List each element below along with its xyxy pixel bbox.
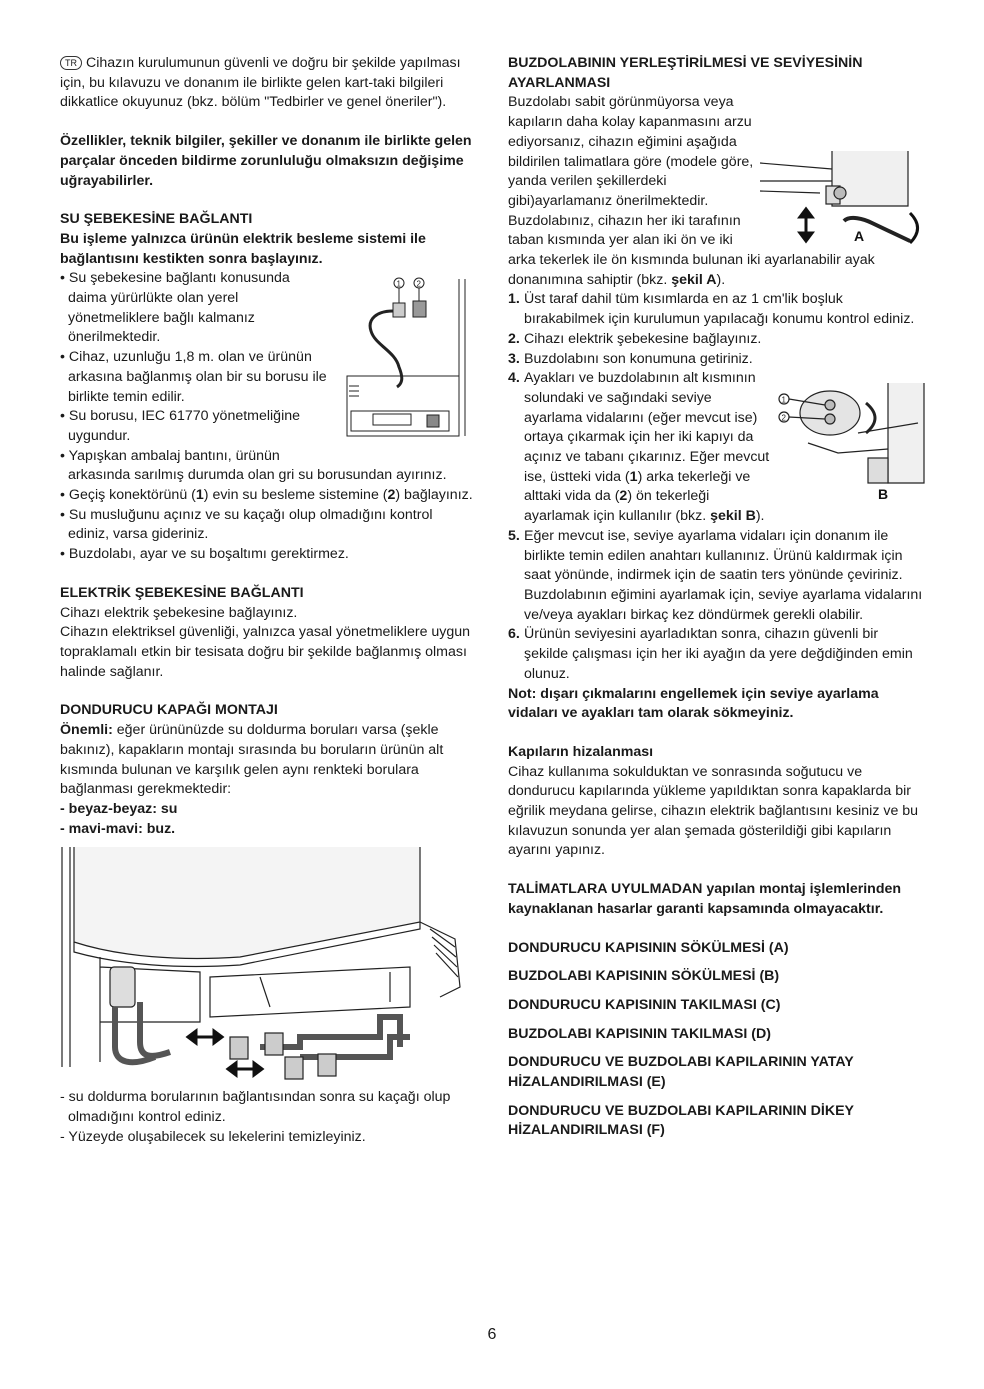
water-connection-title: SU ŞEBEKESİNE BAĞLANTI [60,211,253,228]
fig-label-1: 1 [396,279,401,289]
doors-alignment-text: Cihaz kullanıma sokulduktan ve sonrasında soğutucu ve dondurucu kapılarında yükleme yapıldıktan sonra kapaklarda bir eğrilik meydana gelirse, cihazın elektrik bağlantısını kesiniz ve bu kılavuzun sonunda yer alan şemada gösterildiği gibi kapıların ayarını yapınız. [508,763,919,859]
section-list [508,939,926,1142]
section-heading: DONDURUCU VE BUZDOLABI KAPILARININ DİKEY HİZALANDIRILMASI (F) [508,1102,854,1139]
section-heading: DONDURUCU KAPISININ TAKILMASI (C) [508,996,781,1013]
section-heading: BUZDOLABI KAPISININ SÖKÜLMESİ (B) [508,968,780,985]
right-column [508,54,926,1150]
doors-alignment-title: Kapıların hizalanması [508,743,654,760]
freezer-cover-important: Önemli: eğer ürününüzde su doldurma boruları varsa (şekle bakınız), kapakların montajı sırasında bu boruların ürünün alt kısmında bulunan ve karşılık gelen aynı renkteki borulara bağlanması gerekmektedir: [60,722,444,798]
leveling-figure-a [760,151,926,247]
intro-paragraph: TR Cihazın kurulumunun güvenli ve doğru bir şekilde yapılması için, bu kılavuzu ve donanım ile birlikte gelen kart-taki bilgileri dikkatlice okuyunuz (bkz. bölüm "Tedbirler ve genel öneriler"). [60,55,461,111]
leveling-steps [508,290,926,684]
list-item: 1 2 B 4. Ayakları ve buzdolabının alt kısmının solundaki ve sağındaki seviye ayarlama vidalarını (eğer mevcut ise) ortaya çıkarmak için her iki kapıyı da açınız ve tabanı çıkarınız. Eğer mevcut ise, üstteki vida (1) arka tekerleği ve alttaki vida da (2) ön tekerleği ayarlamak için kullanılır (bkz. şekil B). [508,369,926,527]
figure-b-label: B [878,486,889,502]
warranty-notice: TALİMATLARA UYULMADAN yapılan montaj işlemlerinden kaynaklanan hasarlar garanti kapsamında olmayacaktır. [508,881,902,917]
list-item: 3. Buzdolabını son konumuna getiriniz. [508,350,753,367]
list-item: - su doldurma borularının bağlantısından sonra su kaçağı olup olmadığını kontrol ediniz. [60,1089,451,1126]
page-number: 6 [487,1326,497,1343]
pair-blue: - mavi-mavi: buz. [60,820,176,837]
electric-connection-title: ELEKTRİK ŞEBEKESİNE BAĞLANTI [60,584,304,601]
leveling-intro: Buzdolabı sabit görünmüyorsa veya kapıların daha kolay kapanmasını arzu ediyorsanız, cihazın eğimini aşağıda bildirilen talimatlara göre (modele göre, yanda verilen şekillerdeki gibi)ayarlamanız önerilmektedir. Buzdolabınız, cihazın her iki tarafının taban kısmında yer alan iki ön ve iki arka tekerlek ile ön kısmında bulunan iki ayarlanabilir ayak donanımına sahiptir (bkz. şekil A). [508,94,875,288]
list-item: 5. Eğer mevcut ise, seviye ayarlama vidaları için donanım ile birlikte temin edilen anahtarı kullanınız. Ürünü kaldırmak için saat yönünde, indirmek için de saatin ters yönünde çeviriniz. Buzdolabının eğimini ayarlamak için, seviye ayarlama vidalarını ve/veya ayakları birkaç kez döndürmek gerekli olabilir. [508,527,923,623]
after-connection-list [60,1088,475,1147]
water-tubes-figure [60,847,475,1082]
list-item: • Su musluğunu açınız ve su kaçağı olup olmadığını kontrol ediniz, varsa gideriniz. [60,506,433,543]
water-warning: Bu işleme yalnızca ürünün elektrik besleme sistemi ile bağlantısını kestikten sonra başlayınız. [60,230,426,267]
electric-line-1: Cihazı elektrik şebekesine bağlayınız. [60,604,298,621]
list-item: • Buzdolabı, ayar ve su boşaltımı gerektirmez. [60,546,349,563]
fig-b-label-1: 1 [781,395,786,405]
list-item: 6. Ürünün seviyesini ayarladıktan sonra, cihazın güvenli bir şekilde çalışması için her iki ayağın da yere değdiğinden emin olunuz. [508,626,913,682]
notice-paragraph: Özellikler, teknik bilgiler, şekiller ve donanım ile birlikte gelen parçalar önceden bildirme zorunluluğu olmaksızın değişime uğrayabilirler. [60,133,472,189]
electric-line-2: Cihazın elektriksel güvenliği, yalnızca yasal yönetmeliklere uygun topraklamalı etkin bir tesisata doğru bir şekilde bağlanmış olması halinde sağlanır. [60,624,471,680]
list-item: • Geçiş konektörünü (1) evin su besleme sistemine (2) bağlayınız. [60,487,473,504]
section-heading: BUZDOLABI KAPISININ TAKILMASI (D) [508,1025,771,1042]
list-item: 2. Cihazı elektrik şebekesine bağlayınız. [508,330,762,347]
list-item: 1. Üst taraf dahil tüm kısımlarda en az 1 cm'lik boşluk bırakabilmek için kurulumun yapılacağı konumu kontrol ediniz. [508,291,915,328]
fig-label-2: 2 [416,279,421,289]
leveling-figure-b [778,383,926,501]
leveling-note: Not: dışarı çıkmalarını engellemek için seviye ayarlama vidaları ve ayakları tam olarak sökmeyiniz. [508,685,879,722]
water-connector-figure [337,271,475,449]
list-item: • Su borusu, IEC 61770 yönetmeliğine uygundur. [60,408,301,444]
left-column [60,54,475,1147]
leveling-title: BUZDOLABININ YERLEŞTİRİLMESİ VE SEVİYESİNİN AYARLANMASI [508,55,863,91]
language-badge: TR [60,56,82,70]
section-heading: DONDURUCU VE BUZDOLABI KAPILARININ YATAY HİZALANDIRILMASI (E) [508,1054,854,1091]
pair-white: - beyaz-beyaz: su [60,800,178,817]
section-heading: DONDURUCU KAPISININ SÖKÜLMESİ (A) [508,939,789,956]
list-item: • Yapışkan ambalaj bantını, ürünün arkasında sarılmış durumda olan gri su borusundan ayırınız. [60,447,447,484]
list-item: - Yüzeyde oluşabilecek su lekelerini temizleyiniz. [60,1128,366,1145]
fig-b-label-2: 2 [781,413,786,423]
list-item: • Su şebekesine bağlantı konusunda daima yürürlükte olan yerel yönetmeliklere bağlı kalmanız önerilmektedir. [60,270,290,346]
figure-a-label: A [854,228,865,245]
freezer-cover-title: DONDURUCU KAPAĞI MONTAJI [60,702,278,719]
list-item: • Cihaz, uzunluğu 1,8 m. olan ve ürünün arkasına bağlanmış olan bir su borusu ile birlikte temin edilir. [60,349,327,405]
